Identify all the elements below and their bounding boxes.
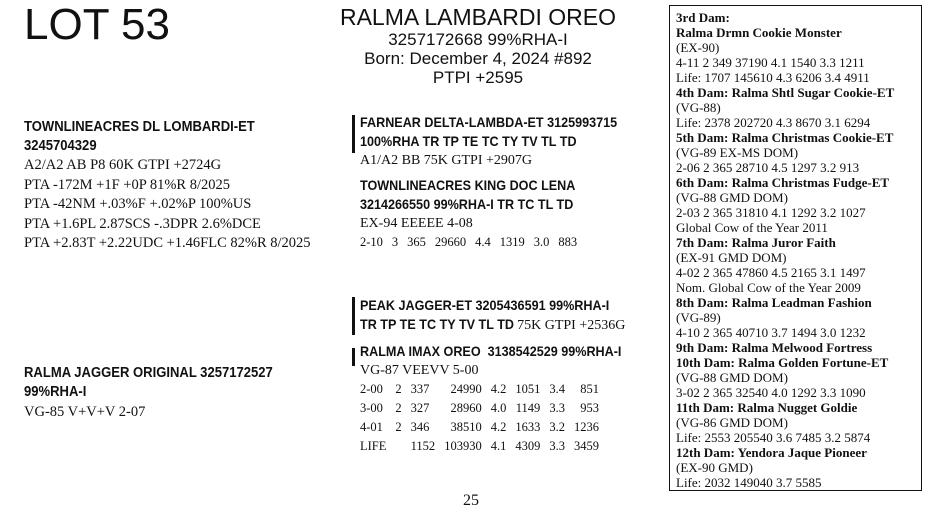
record-cell: 3-00	[360, 401, 383, 415]
pedigree-line: Nom. Global Cow of the Year 2009	[676, 280, 861, 295]
sire-sire-name: FARNEAR DELTA-LAMBDA-ET 3125993715	[360, 114, 618, 130]
record-cell: 1236	[573, 420, 599, 434]
record-cell: 2	[395, 420, 402, 434]
record-cell: 883	[558, 235, 578, 249]
pedigree-line: Life: 2553 205540 3.6 7485 3.2 5874	[676, 430, 871, 445]
pedigree-heading: 7th Dam: Ralma Juror Faith	[676, 235, 836, 250]
record-cell: 4.2	[490, 382, 507, 396]
record-cell: 337	[410, 382, 430, 396]
record-cell: 1152	[410, 439, 436, 453]
dam-block	[24, 364, 300, 422]
sire-name: TOWNLINEACRES DL LOMBARDI-ET	[24, 119, 255, 135]
pedigree-line: Life: 2378 202720 4.3 8670 3.1 6294	[676, 115, 871, 130]
pedigree-line: Life: 2032 149040 3.7 5585	[676, 475, 822, 490]
pedigree-heading: 12th Dam: Yendora Jaque Pioneer	[676, 445, 867, 460]
record-cell	[395, 437, 410, 456]
sire-detail-line: PTA +2.83T +2.22UDC +1.46FLC 82%R 8/2025	[24, 235, 311, 251]
record-cell: 3.3	[549, 439, 565, 453]
sire-ancestors	[360, 113, 646, 252]
sire-sire-tags: 100%RHA TR TP TE TC TY TV TL TD	[360, 133, 577, 149]
record-cell: 3.4	[549, 382, 565, 396]
sire-dam-classification: EX-94 EEEEE 4-08	[360, 216, 473, 231]
pedigree-heading: 9th Dam: Ralma Melwood Fortress	[676, 340, 873, 355]
divider-bar	[352, 115, 355, 153]
pedigree-line: 3-02 2 365 32540 4.0 1292 3.3 1090	[676, 385, 866, 400]
pedigree-line: Global Cow of the Year 2011	[676, 220, 828, 235]
record-cell: 4.0	[490, 401, 507, 415]
sire-sire-detail: A1/A2 BB 75K GTPI +2907G	[360, 153, 533, 168]
record-cell: 327	[410, 401, 430, 415]
sire-detail-line: PTA -42NM +.03%F +.02%P 100%US	[24, 196, 252, 212]
pedigree-line: (VG-89)	[676, 310, 721, 325]
sire-detail-line: PTA +1.6PL 2.87SCS -.3DPR 2.6%DCE	[24, 215, 261, 232]
pedigree-line: 4-10 2 365 40710 3.7 1494 3.0 1232	[676, 325, 866, 340]
dam-dam-name: RALMA IMAX OREO	[360, 343, 481, 359]
record-cell: 3.2	[549, 420, 565, 434]
table-row	[360, 380, 608, 399]
record-cell: 28960	[450, 401, 482, 415]
dam-dam-record-table	[360, 380, 608, 456]
dam-classification: VG-85 V+V+V 2-07	[24, 404, 146, 420]
table-row	[360, 418, 608, 437]
pedigree-line: (VG-86 GMD DOM)	[676, 415, 788, 430]
ptpi-value: PTPI +2595	[432, 68, 524, 87]
dam-sire-tags: TR TP TE TC TY TV TL TD	[360, 316, 515, 332]
sire-dam-name: TOWNLINEACRES KING DOC LENA	[360, 177, 576, 193]
record-cell: 1319	[499, 235, 525, 249]
record-cell: 1149	[515, 401, 541, 415]
pedigree-line: (EX-90 GMD)	[676, 460, 753, 475]
table-row	[360, 233, 586, 252]
record-cell: 2	[395, 401, 402, 415]
pedigree-line: 2-03 2 365 31810 4.1 1292 3.2 1027	[676, 205, 866, 220]
sire-dam-registration: 3214266550 99%RHA-I TR TC TL TD	[360, 196, 574, 212]
birth-date: Born: December 4, 2024 #892	[364, 49, 592, 68]
pedigree-heading: 10th Dam: Ralma Golden Fortune-ET	[676, 355, 889, 370]
sire-detail-line: PTA -172M +1F +0P 81%R 8/2025	[24, 176, 231, 193]
record-cell: 365	[407, 235, 426, 249]
record-cell: 38510	[450, 420, 482, 434]
divider-bar	[352, 297, 355, 335]
dam-sire-name: PEAK JAGGER-ET 3205436591 99%RHA-I	[360, 297, 610, 313]
pedigree-line: (VG-88)	[676, 100, 721, 115]
record-cell: 4-01	[360, 420, 383, 434]
pedigree-box	[669, 5, 922, 491]
pedigree-line: 4-02 2 365 47860 4.5 2165 3.1 1497	[676, 265, 866, 280]
pedigree-line: (VG-88 GMD DOM)	[676, 370, 788, 385]
record-cell: 3.0	[533, 235, 550, 249]
pedigree-line: 4-11 2 349 37190 4.1 1540 3.3 1211	[676, 55, 865, 70]
pedigree-line: 2-06 2 365 28710 4.5 1297 3.2 913	[676, 160, 860, 175]
animal-name: RALMA LAMBARDI OREO	[339, 4, 617, 30]
sire-registration: 3245704329	[24, 138, 97, 154]
record-cell: 1633	[515, 420, 541, 434]
record-cell: 3	[391, 235, 399, 249]
dam-name: RALMA JAGGER ORIGINAL 3257172527	[24, 365, 273, 381]
record-cell: 4309	[515, 439, 541, 453]
dam-ancestors	[360, 296, 650, 456]
record-cell: 2-00	[360, 382, 383, 396]
page-number: 25	[463, 492, 479, 509]
dam-sire-extra: 75K GTPI +2536G	[517, 318, 626, 333]
record-cell: 1051	[515, 382, 541, 396]
registration-number: 3257172668 99%RHA-I	[388, 30, 568, 49]
sire-block	[24, 118, 311, 254]
pedigree-heading: 4th Dam: Ralma Shtl Sugar Cookie-ET	[676, 85, 895, 100]
pedigree-line: (VG-88 GMD DOM)	[676, 190, 788, 205]
record-cell: 24990	[450, 382, 482, 396]
animal-header	[330, 4, 626, 87]
pedigree-line: (EX-90)	[676, 40, 720, 55]
record-cell: 2-10	[360, 235, 383, 249]
record-cell: 3459	[573, 439, 599, 453]
pedigree-heading: Ralma Drmn Cookie Monster	[676, 25, 842, 40]
record-cell: 4.4	[475, 235, 491, 249]
record-cell: 29660	[434, 235, 467, 249]
record-cell: 3.3	[549, 401, 565, 415]
pedigree-line: (EX-91 GMD DOM)	[676, 250, 787, 265]
dam-dam-classification: VG-87 VEEVV 5-00	[360, 363, 479, 378]
record-cell: LIFE	[360, 439, 387, 453]
pedigree-line: (VG-89 EX-MS DOM)	[676, 145, 799, 160]
pedigree-heading: 11th Dam: Ralma Nugget Goldie	[676, 400, 858, 415]
record-cell: 4.2	[490, 420, 507, 434]
record-cell: 346	[410, 420, 430, 434]
record-cell: 4.1	[490, 439, 507, 453]
pedigree-heading: 5th Dam: Ralma Christmas Cookie-ET	[676, 130, 894, 145]
dam-registration: 99%RHA-I	[24, 384, 87, 400]
table-row	[360, 399, 608, 418]
table-row	[360, 437, 608, 456]
pedigree-heading: 8th Dam: Ralma Leadman Fashion	[676, 295, 872, 310]
record-cell: 953	[580, 401, 599, 415]
dam-dam-registration: 3138542529 99%RHA-I	[487, 343, 622, 359]
record-cell: 2	[395, 382, 402, 396]
sire-dam-record-table	[360, 233, 586, 252]
record-cell: 851	[580, 382, 599, 396]
pedigree-heading: 6th Dam: Ralma Christmas Fudge-ET	[676, 175, 890, 190]
sire-detail-line: A2/A2 AB P8 60K GTPI +2724G	[24, 157, 222, 173]
record-cell: 103930	[444, 439, 482, 453]
pedigree-heading: 3rd Dam:	[676, 10, 730, 25]
pedigree-line: Life: 1707 145610 4.3 6206 3.4 4911	[676, 70, 870, 85]
lot-number: LOT 53	[24, 0, 170, 49]
divider-bar	[352, 348, 355, 366]
